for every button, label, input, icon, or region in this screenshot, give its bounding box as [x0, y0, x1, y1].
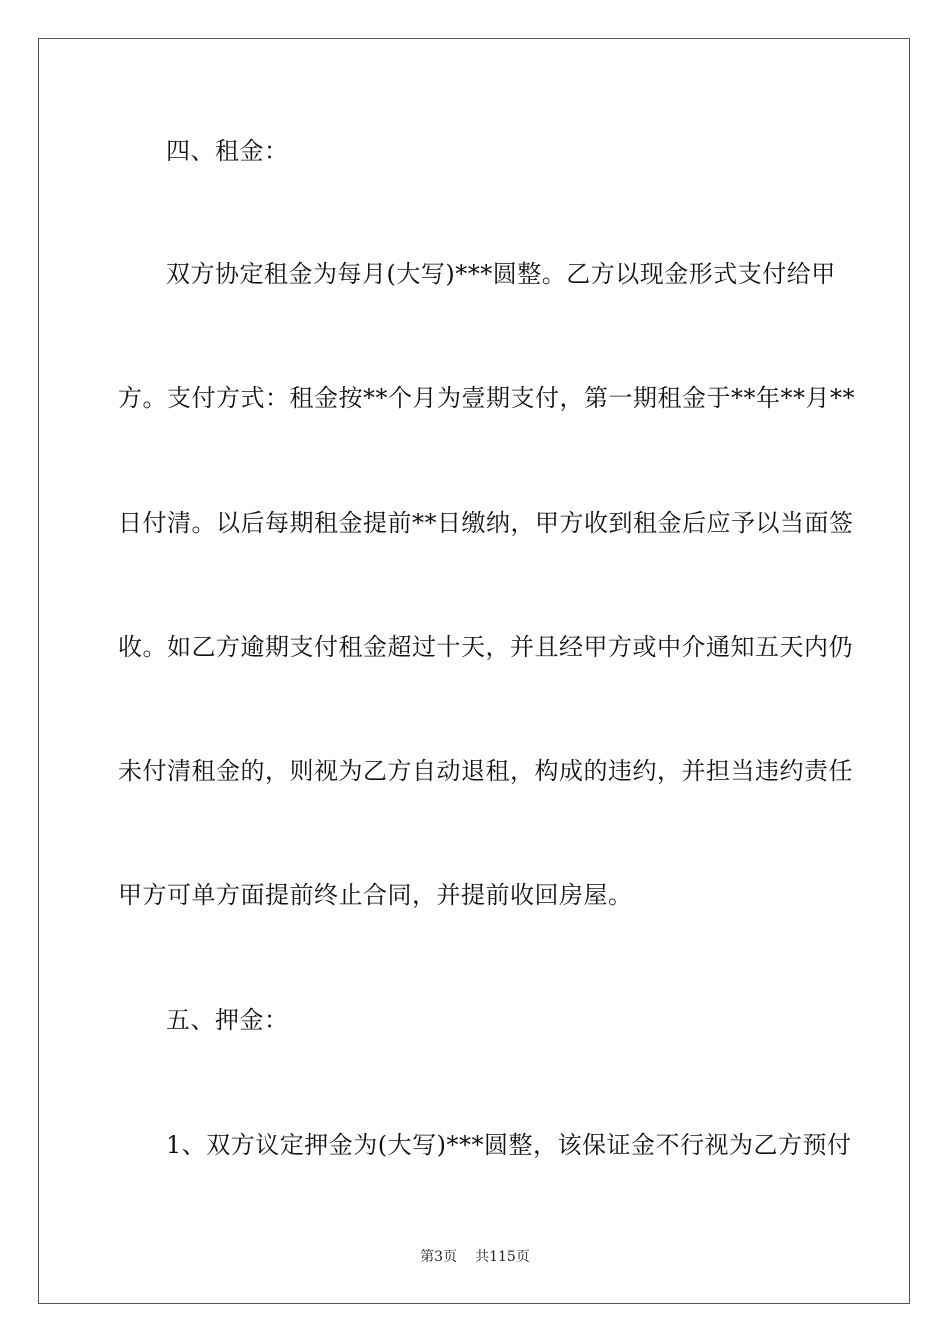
- section-heading-rent: 四、租金：: [166, 137, 289, 165]
- paragraph-line: 未付清租金的，则视为乙方自动退租，构成的违约，并担当违约责任: [118, 757, 853, 785]
- paragraph-line: 1、双方议定押金为(大写)***圆整，该保证金不行视为乙方预付: [166, 1131, 852, 1159]
- paragraph-line: 日付清。以后每期租金提前**日缴纳，甲方收到租金后应予以当面签: [118, 509, 854, 537]
- paragraph-line: 方。支付方式：租金按**个月为壹期支付，第一期租金于**年**月**: [118, 384, 855, 412]
- section-heading-deposit: 五、押金：: [166, 1006, 289, 1034]
- page-number: 第3页: [420, 1249, 458, 1265]
- page-frame: [38, 38, 910, 1304]
- paragraph-line: 双方协定租金为每月(大写)***圆整。乙方以现金形式支付给甲: [166, 260, 836, 288]
- paragraph-line: 收。如乙方逾期支付租金超过十天，并且经甲方或中介通知五天内仍: [118, 633, 853, 661]
- page-footer: [0, 1248, 950, 1266]
- paragraph-line: 甲方可单方面提前终止合同，并提前收回房屋。: [118, 881, 633, 909]
- page-total: 共115页: [475, 1249, 530, 1265]
